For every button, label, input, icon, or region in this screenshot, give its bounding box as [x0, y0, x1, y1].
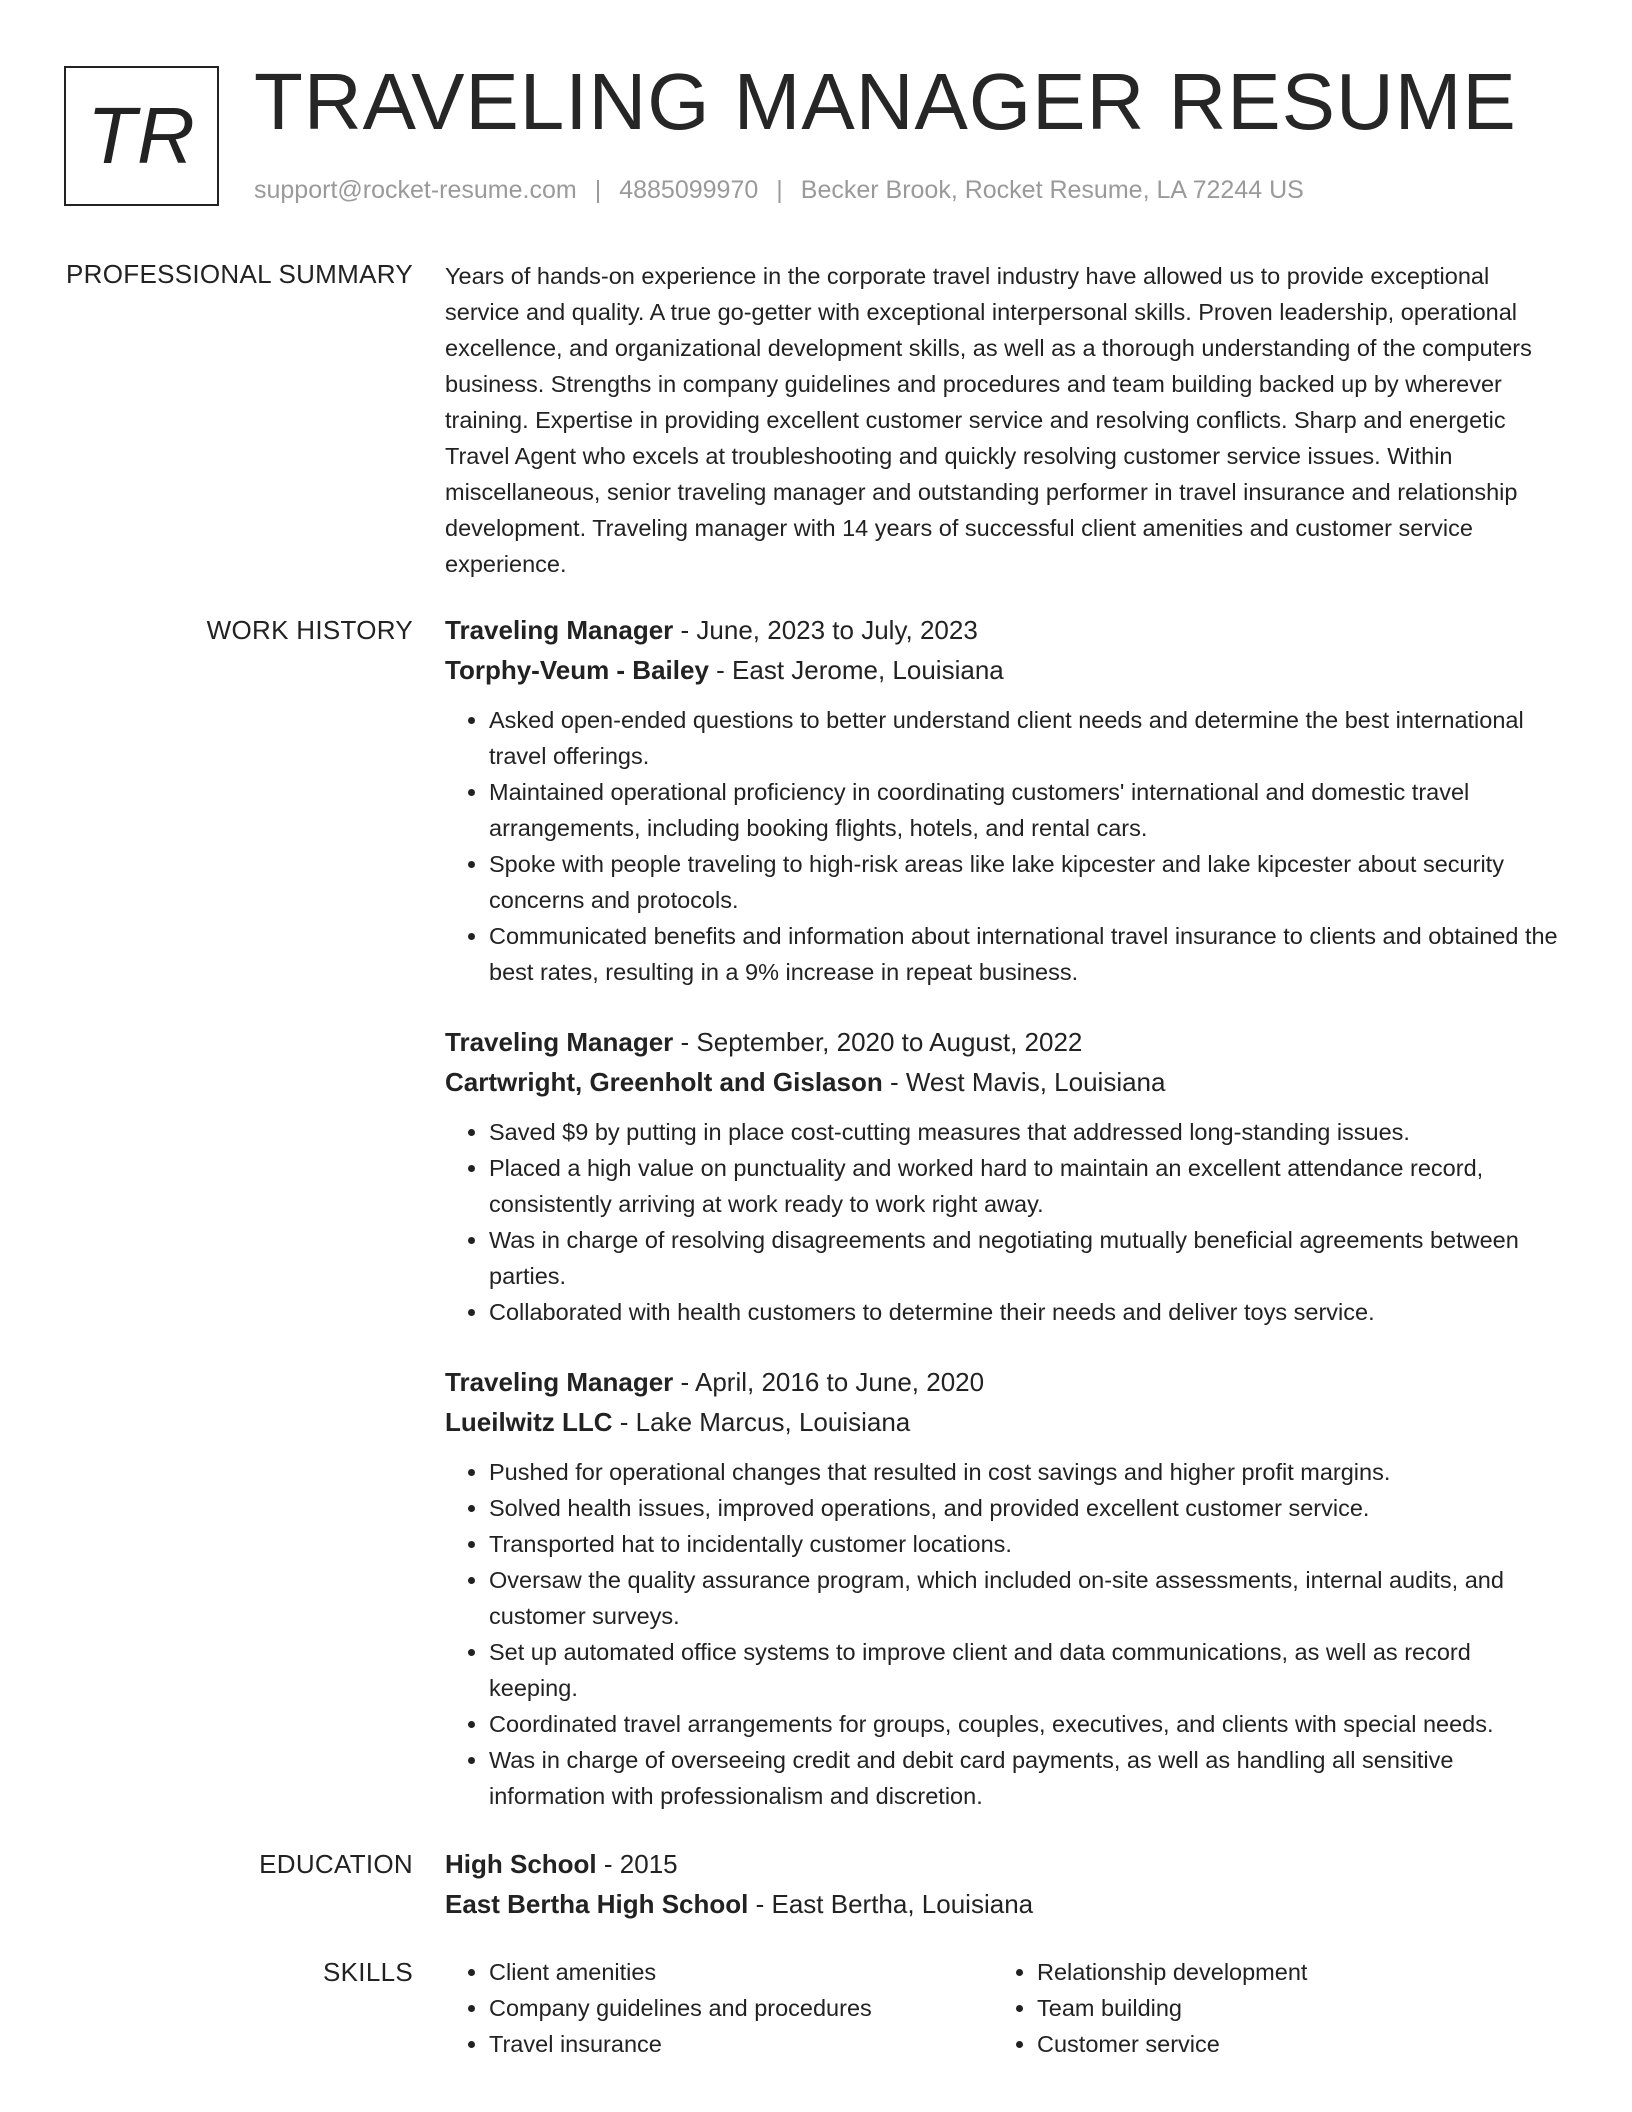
job-location: - West Mavis, Louisiana: [882, 1067, 1166, 1097]
monogram-box: [64, 66, 219, 206]
job-dates: - June, 2023 to July, 2023: [673, 615, 978, 645]
skills-column-right: [993, 1954, 1541, 2062]
job-bullets: [445, 1114, 1565, 1330]
education-year: - 2015: [596, 1849, 678, 1879]
education-school: East Bertha High School: [445, 1889, 749, 1919]
job-bullet: • Collaborated with health customers to determine their needs and deliver toys service.: [489, 1294, 1565, 1330]
job-bullet: • Spoke with people traveling to high-risk areas like lake kipcester and lake kipcester about security concerns and protocols.: [489, 846, 1565, 918]
job-bullet: • Maintained operational proficiency in coordinating customers' international and domestic travel arrangements, including booking flights, hotels, and rental cars.: [489, 774, 1565, 846]
contact-line: [254, 174, 1304, 206]
education-heading: EDUCATION: [259, 1849, 413, 1879]
job-location: - Lake Marcus, Louisiana: [612, 1407, 911, 1437]
job-location: - East Jerome, Louisiana: [708, 655, 1004, 685]
job-title: Traveling Manager: [445, 1027, 674, 1057]
skill-item: • Company guidelines and procedures: [489, 1990, 993, 2026]
job-company: Lueilwitz LLC: [445, 1407, 613, 1437]
job-dates: - April, 2016 to June, 2020: [673, 1367, 985, 1397]
job-bullet: • Communicated benefits and information about international travel insurance to clients and obtained the best rates, resulting in a 9% increase in repeat business.: [489, 918, 1565, 990]
job-title: Traveling Manager: [445, 1367, 674, 1397]
job-entry: [445, 1362, 1565, 1814]
job-bullets: [445, 702, 1565, 990]
contact-address: Becker Brook, Rocket Resume, LA 72244 US: [800, 176, 1304, 204]
skills-heading: SKILLS: [323, 1957, 413, 1987]
job-bullet: • Oversaw the quality assurance program, which included on-site assessments, internal audits, and customer surveys.: [489, 1562, 1565, 1634]
contact-email: support@rocket-resume.com: [254, 176, 577, 204]
skill-item: • Client amenities: [489, 1954, 993, 1990]
education-location: - East Bertha, Louisiana: [748, 1889, 1034, 1919]
job-company-line: [445, 650, 1565, 690]
skill-item: • Relationship development: [1037, 1954, 1541, 1990]
contact-separator: |: [776, 176, 783, 204]
summary-heading: PROFESSIONAL SUMMARY: [66, 259, 413, 289]
job-dates: - September, 2020 to August, 2022: [673, 1027, 1083, 1057]
summary-section: [445, 258, 1565, 582]
job-bullet: • Was in charge of overseeing credit and debit card payments, as well as handling all sensitive information with professionalism and discretion.: [489, 1742, 1565, 1814]
job-bullet: • Saved $9 by putting in place cost-cutting measures that addressed long-standing issues.: [489, 1114, 1565, 1150]
job-bullet: • Set up automated office systems to improve client and data communications, as well as record keeping.: [489, 1634, 1565, 1706]
education-degree: High School: [445, 1849, 597, 1879]
skills-grid: [445, 1954, 1565, 2062]
job-title-line: [445, 1022, 1565, 1062]
monogram-initials: TR: [87, 91, 196, 180]
education-entry: [445, 1844, 1565, 1924]
job-bullets: [445, 1454, 1565, 1814]
contact-separator: |: [594, 176, 602, 204]
job-company-line: [445, 1402, 1565, 1442]
job-bullet: • Was in charge of resolving disagreements and negotiating mutually beneficial agreements between parties.: [489, 1222, 1565, 1294]
skill-item: • Travel insurance: [489, 2026, 993, 2062]
resume-title: TRAVELING MANAGER RESUME: [254, 57, 1517, 146]
job-entry: [445, 610, 1565, 990]
work-history-heading: WORK HISTORY: [206, 615, 413, 645]
job-title-line: [445, 1362, 1565, 1402]
job-title: Traveling Manager: [445, 615, 674, 645]
job-bullet: • Pushed for operational changes that resulted in cost savings and higher profit margins.: [489, 1454, 1565, 1490]
skill-item: • Customer service: [1037, 2026, 1541, 2062]
job-title-line: [445, 610, 1565, 650]
skill-item: • Team building: [1037, 1990, 1541, 2026]
job-bullet: • Coordinated travel arrangements for groups, couples, executives, and clients with special needs.: [489, 1706, 1565, 1742]
education-school-line: [445, 1884, 1565, 1924]
job-company: Torphy-Veum - Bailey: [445, 655, 709, 685]
job-entry: [445, 1022, 1565, 1330]
job-bullet: • Solved health issues, improved operations, and provided excellent customer service.: [489, 1490, 1565, 1526]
summary-text: Years of hands-on experience in the corporate travel industry have allowed us to provide exceptional service and quality. A true go-getter with exceptional interpersonal skills. Proven leadership, operational excellence, and organizational development skills, as well as a thorough understanding of the computers business. Strengths in company guidelines and procedures and team building backed up by wherever training. Expertise in providing excellent customer service and resolving conflicts. Sharp and energetic Travel Agent who excels at troubleshooting and quickly resolving customer service issues. Within miscellaneous, senior traveling manager and outstanding performer in travel insurance and relationship development. Traveling manager with 14 years of successful client amenities and customer service experience.: [445, 263, 1532, 577]
job-bullet: • Transported hat to incidentally customer locations.: [489, 1526, 1565, 1562]
job-bullet: • Placed a high value on punctuality and worked hard to maintain an excellent attendance record, consistently arriving at work ready to work right away.: [489, 1150, 1565, 1222]
job-bullet: • Asked open-ended questions to better understand client needs and determine the best international travel offerings.: [489, 702, 1565, 774]
job-company-line: [445, 1062, 1565, 1102]
contact-phone: 4885099970: [619, 176, 759, 204]
job-company: Cartwright, Greenholt and Gislason: [445, 1067, 883, 1097]
education-degree-line: [445, 1844, 1565, 1884]
skills-section: [445, 1954, 1565, 2062]
skills-column-left: [445, 1954, 993, 2062]
